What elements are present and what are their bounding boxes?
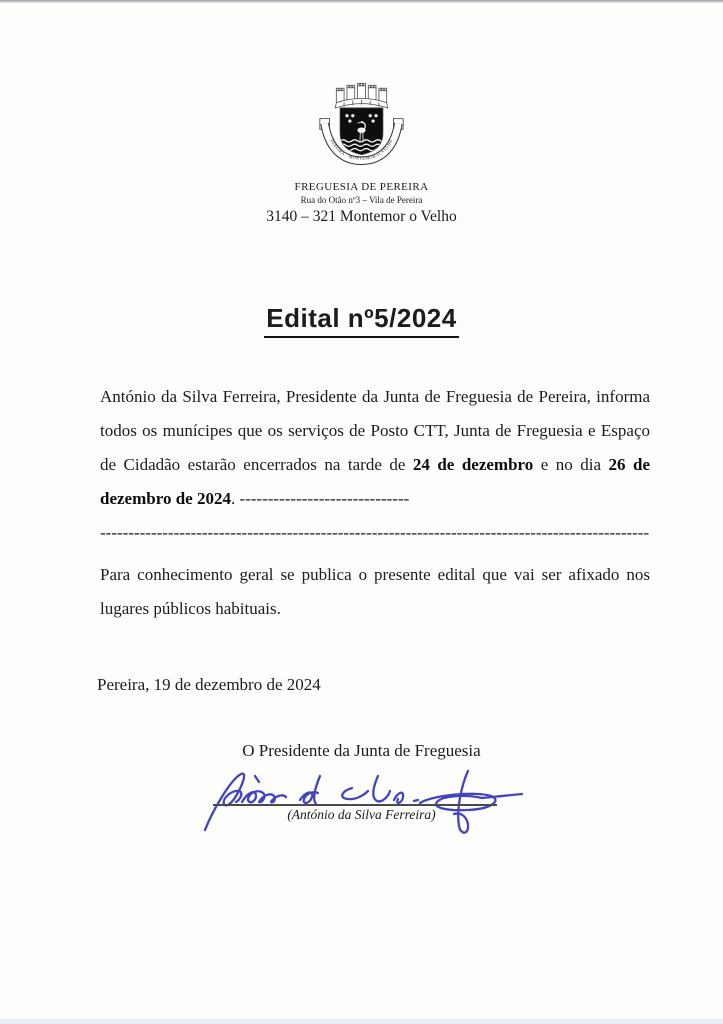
notice-text-3: . — [230, 489, 240, 508]
notice-text-2: e no dia — [533, 455, 609, 474]
scan-bottom-edge — [0, 1019, 723, 1024]
signatory-role-line: O Presidente da Junta de Freguesia — [242, 741, 481, 760]
handwritten-signature-icon — [192, 764, 527, 842]
place-date-line: Pereira, 19 de dezembro de 2024 — [97, 675, 321, 694]
notice-paragraph — [100, 380, 650, 516]
document-title: Edital nº5/2024 — [264, 303, 458, 338]
closure-date-2: 26 de dezembro de 2024 — [100, 455, 650, 508]
coat-of-arms-icon — [313, 76, 410, 174]
signature-block — [0, 764, 723, 859]
printed-signatory-name: (António da Silva Ferreira) — [287, 807, 436, 822]
filler-dash-line: ------------------------------------------------------------------------------------------------- — [100, 523, 650, 542]
mural-crown-icon — [335, 83, 387, 108]
letterhead-org-name: FREGUESIA DE PEREIRA — [294, 181, 429, 193]
banner-motto: PEREIRA · MONTEMOR-O-VELHO — [329, 138, 394, 161]
scan-top-edge — [0, 0, 723, 3]
filler-dashes-inline: ------------------------------ — [239, 489, 410, 508]
notice-text: António da Silva Ferreira, Presidente da Junta de Freguesia de Pereira, informa todos os munícipes que os serviços de Posto CTT, Junta de Freguesia e Espaço de Cidadão estarão encerrados na tarde de — [100, 387, 650, 474]
title-row — [0, 303, 723, 334]
publication-paragraph: Para conhecimento geral se publica o presente edital que vai ser afixado nos lugares públicos habituais. — [100, 565, 650, 618]
letterhead-address: Rua do Otão nº3 – Vila de Pereira — [300, 195, 423, 205]
letterhead-postal: 3140 – 321 Montemor o Velho — [266, 208, 457, 225]
closure-date-1: 24 de dezembro — [412, 455, 534, 474]
